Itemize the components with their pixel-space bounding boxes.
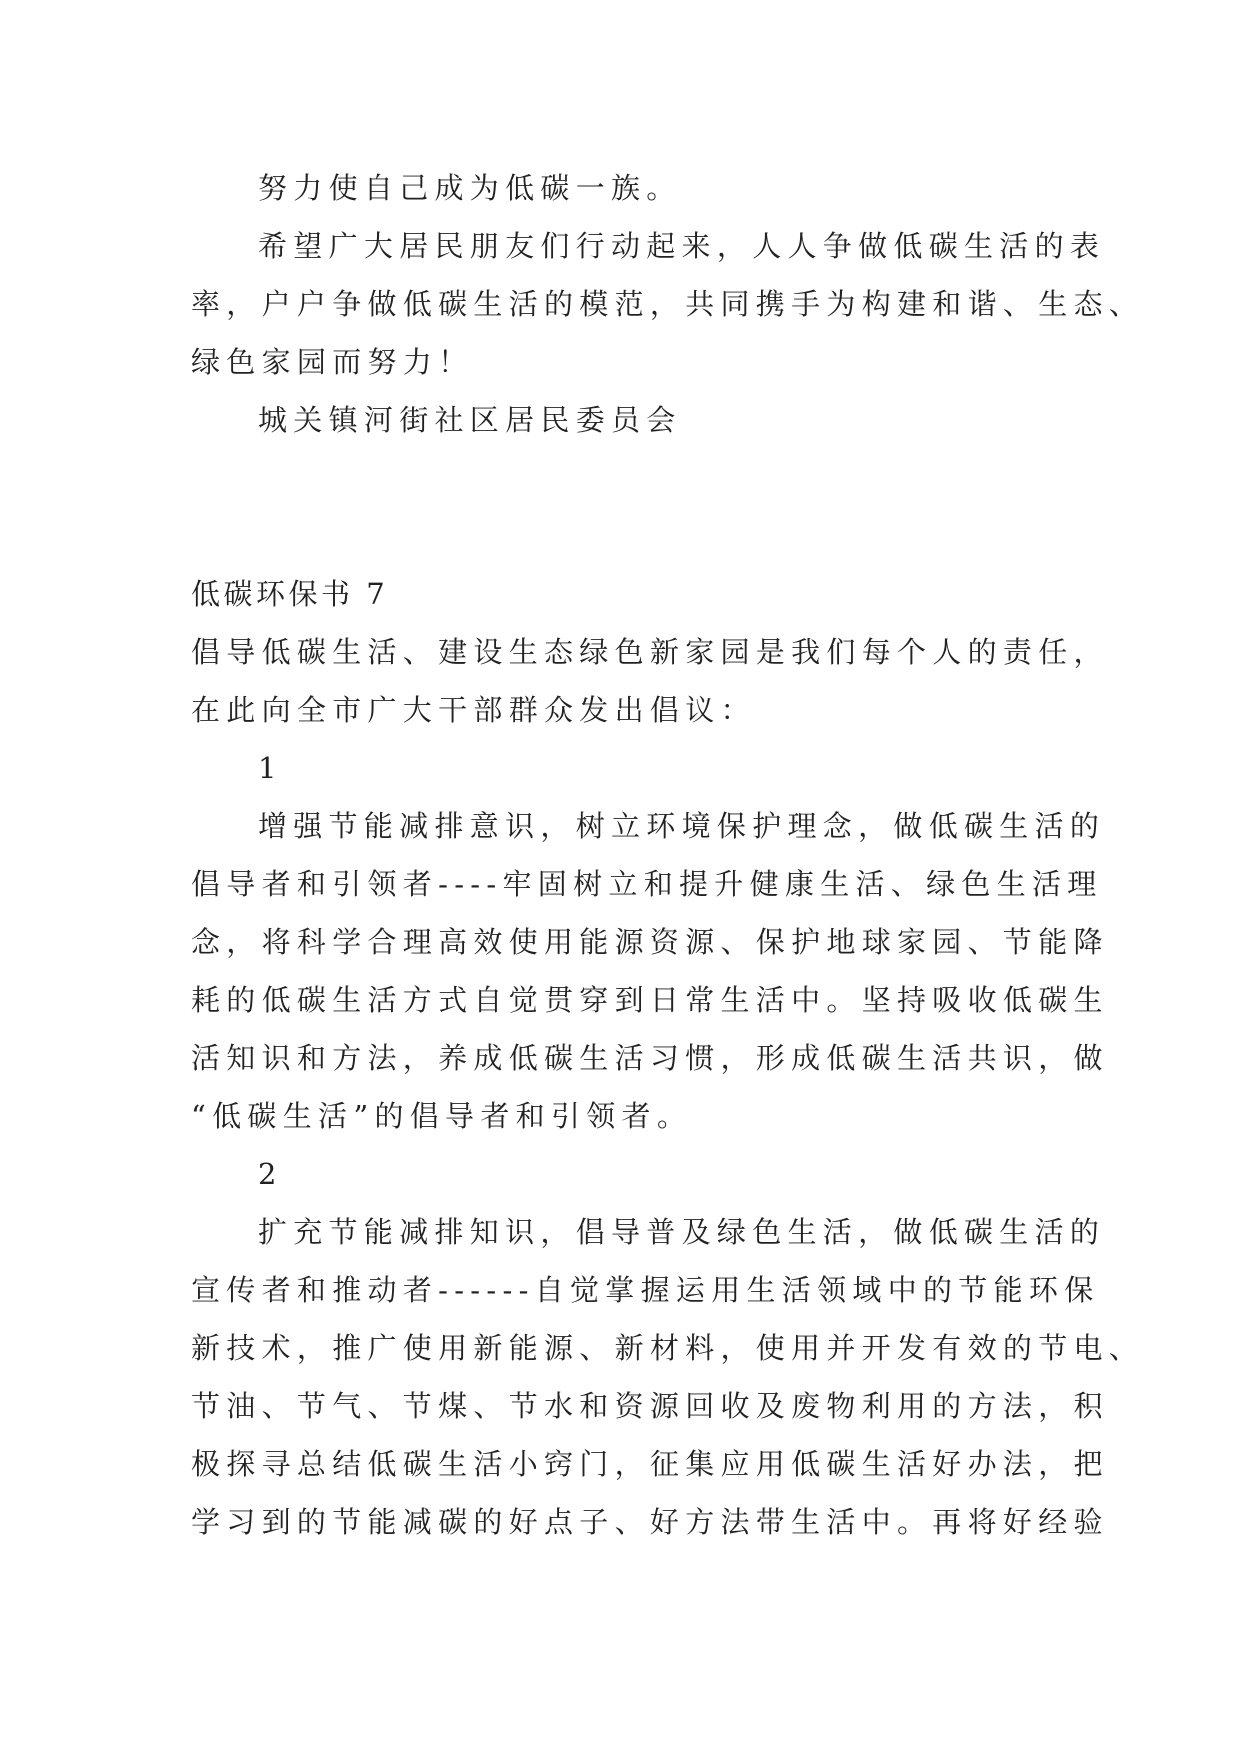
item-number: 2 (258, 1157, 283, 1191)
paragraph-line: 节油、节气、节煤、节水和资源回收及废物利用的方法，积 (191, 1389, 1109, 1423)
paragraph-line: 学习到的节能减碳的好点子、好方法带生活中。再将好经验 (191, 1505, 1109, 1539)
paragraph-line: 希望广大居民朋友们行动起来，人人争做低碳生活的表 (258, 229, 1106, 263)
paragraph-line: 倡导者和引领者----牢固树立和提升健康生活、绿色生活理 (191, 867, 1103, 901)
paragraph-line: 扩充节能减排知识，倡导普及绿色生活，做低碳生活的 (258, 1215, 1106, 1249)
paragraph-line: 在此向全市广大干部群众发出倡议： (191, 693, 756, 727)
paragraph-line: 新技术，推广使用新能源、新材料，使用并开发有效的节电、 (191, 1331, 1145, 1365)
paragraph-line: 率，户户争做低碳生活的模范，共同携手为构建和谐、生态、 (191, 287, 1145, 321)
paragraph-line: 努力使自己成为低碳一族。 (258, 171, 682, 205)
paragraph-line: “低碳生活”的倡导者和引领者。 (191, 1099, 693, 1133)
paragraph-line: 念，将科学合理高效使用能源资源、保护地球家园、节能降 (191, 925, 1109, 959)
paragraph-line: 宣传者和推动者------自觉掌握运用生活领域中的节能环保 (191, 1273, 1100, 1307)
paragraph-line: 增强节能减排意识，树立环境保护理念，做低碳生活的 (258, 809, 1106, 843)
paragraph-line: 耗的低碳生活方式自觉贯穿到日常生活中。坚持吸收低碳生 (191, 983, 1109, 1017)
paragraph-line: 活知识和方法，养成低碳生活习惯，形成低碳生活共识，做 (191, 1041, 1109, 1075)
section-title: 低碳环保书 7 (191, 577, 389, 611)
paragraph-line: 极探寻总结低碳生活小窍门，征集应用低碳生活好办法，把 (191, 1447, 1109, 1481)
signature-line: 城关镇河街社区居民委员会 (258, 403, 682, 437)
paragraph-line: 倡导低碳生活、建设生态绿色新家园是我们每个人的责任， (191, 635, 1109, 669)
paragraph-line: 绿色家园而努力！ (191, 345, 474, 379)
item-number: 1 (258, 751, 283, 785)
